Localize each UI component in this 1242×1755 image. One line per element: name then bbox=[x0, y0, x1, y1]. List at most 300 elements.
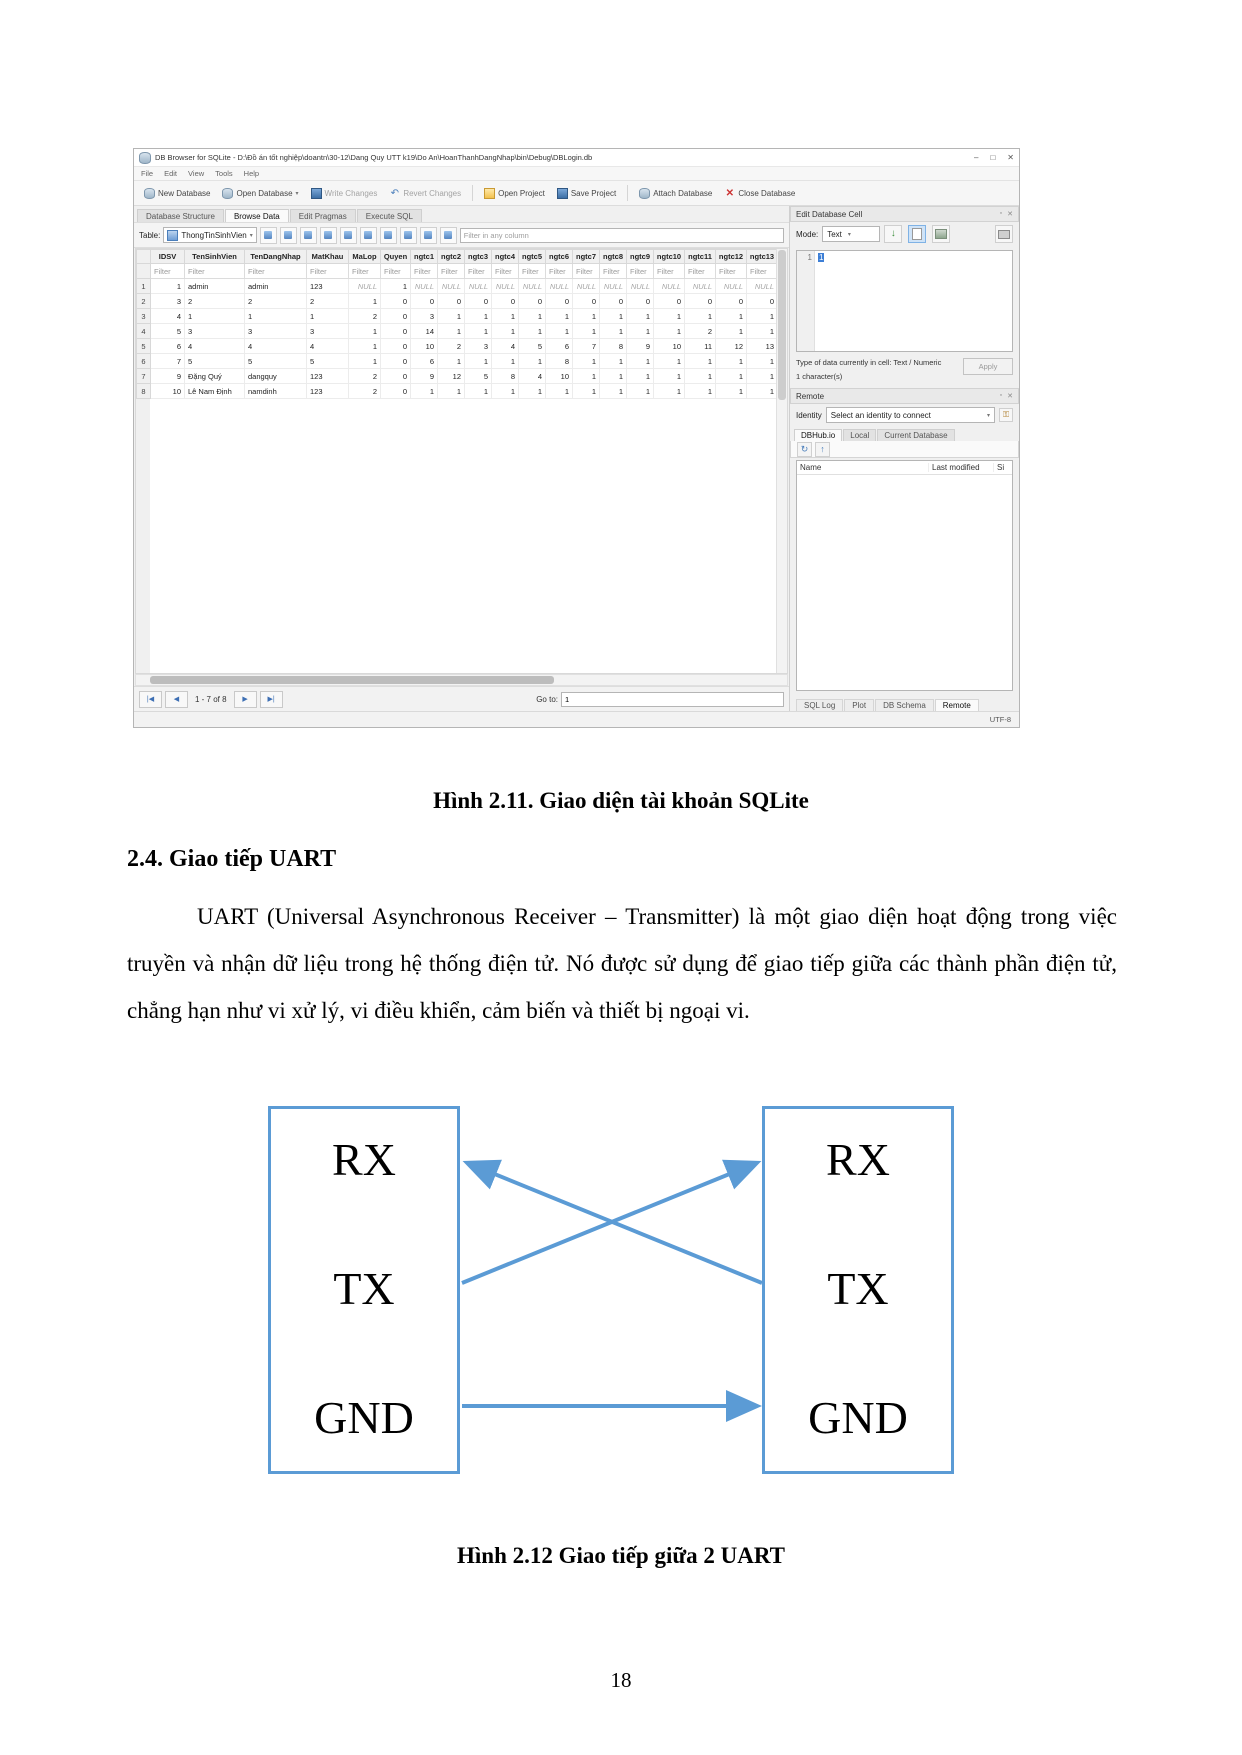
column-header-tensinhvien[interactable]: TenSinhVien bbox=[185, 250, 245, 264]
filter-input-ngtc12[interactable]: Filter bbox=[716, 264, 747, 279]
cell-ngtc7[interactable]: NULL bbox=[573, 279, 600, 294]
new-database-label: New Database bbox=[158, 188, 211, 198]
dock-close-icon[interactable]: ✕ bbox=[1007, 211, 1013, 218]
cell-quyen[interactable]: 0 bbox=[381, 294, 411, 309]
goto-label: Go to: bbox=[536, 694, 558, 704]
table-row bbox=[137, 354, 789, 369]
cell-ngtc3[interactable]: 1 bbox=[465, 384, 492, 399]
row-number[interactable]: 4 bbox=[137, 324, 151, 339]
export-icon-glyph bbox=[424, 231, 432, 239]
menu-view[interactable]: View bbox=[188, 169, 205, 178]
save-project-button[interactable] bbox=[552, 186, 621, 201]
cell-mode-row bbox=[790, 222, 1019, 246]
column-header-ngtc10[interactable]: ngtc10 bbox=[654, 250, 685, 264]
cell-matkhau[interactable]: 123 bbox=[307, 384, 349, 399]
import-icon-glyph bbox=[404, 231, 412, 239]
cell-tensinhvien[interactable]: 2 bbox=[185, 294, 245, 309]
remote-column-name[interactable]: Name bbox=[797, 463, 929, 472]
cell-matkhau[interactable]: 3 bbox=[307, 324, 349, 339]
tab-browse-data[interactable]: Browse Data bbox=[225, 209, 289, 222]
certificate-icon[interactable]: ⚿ bbox=[999, 408, 1013, 422]
cell-ngtc7[interactable]: 1 bbox=[573, 309, 600, 324]
filter-row-gutter bbox=[137, 264, 151, 279]
cell-ngtc3[interactable]: 1 bbox=[465, 354, 492, 369]
filter-input-ngtc11[interactable]: Filter bbox=[685, 264, 716, 279]
cell-idsv[interactable]: 4 bbox=[151, 309, 185, 324]
dock-float-icon[interactable]: ▫ bbox=[999, 210, 1003, 217]
cell-ngtc13[interactable]: NULL bbox=[747, 279, 778, 294]
cell-idsv[interactable]: 7 bbox=[151, 354, 185, 369]
cell-ngtc13[interactable]: 1 bbox=[747, 309, 778, 324]
cell-tendangnhap[interactable]: 4 bbox=[245, 339, 307, 354]
text-mode-icon[interactable] bbox=[908, 225, 926, 243]
cell-ngtc6[interactable]: 8 bbox=[546, 354, 573, 369]
cell-quyen[interactable]: 1 bbox=[381, 279, 411, 294]
cell-ngtc1[interactable]: 0 bbox=[411, 294, 438, 309]
cell-ngtc5[interactable]: NULL bbox=[519, 279, 546, 294]
cell-tendangnhap[interactable]: 5 bbox=[245, 354, 307, 369]
cell-tensinhvien[interactable]: 5 bbox=[185, 354, 245, 369]
cell-ngtc6[interactable]: NULL bbox=[546, 279, 573, 294]
cell-ngtc3[interactable]: 5 bbox=[465, 369, 492, 384]
import-icon[interactable] bbox=[400, 227, 417, 244]
cell-ngtc10[interactable]: 1 bbox=[654, 369, 685, 384]
column-header-malop[interactable]: MaLop bbox=[349, 250, 381, 264]
cell-info bbox=[790, 354, 1019, 388]
filter-input-ngtc1[interactable]: Filter bbox=[411, 264, 438, 279]
cell-ngtc11[interactable]: 1 bbox=[685, 309, 716, 324]
cell-ngtc4[interactable]: 8 bbox=[492, 369, 519, 384]
row-number[interactable]: 2 bbox=[137, 294, 151, 309]
cell-ngtc3[interactable]: 3 bbox=[465, 339, 492, 354]
cell-ngtc4[interactable]: 0 bbox=[492, 294, 519, 309]
cell-ngtc5[interactable]: 1 bbox=[519, 354, 546, 369]
write-changes-button[interactable] bbox=[306, 186, 383, 201]
cell-ngtc1[interactable]: 1 bbox=[411, 384, 438, 399]
remote-tab-current-database[interactable]: Current Database bbox=[877, 429, 954, 441]
filter-input-ngtc2[interactable]: Filter bbox=[438, 264, 465, 279]
cell-ngtc5[interactable]: 1 bbox=[519, 309, 546, 324]
mode-label: Mode: bbox=[796, 229, 819, 239]
cell-ngtc10[interactable]: 1 bbox=[654, 309, 685, 324]
cell-ngtc5[interactable]: 1 bbox=[519, 324, 546, 339]
table-select[interactable] bbox=[163, 227, 256, 243]
first-record-button[interactable]: |◀ bbox=[139, 691, 162, 708]
cell-ngtc6[interactable]: 6 bbox=[546, 339, 573, 354]
cell-ngtc12[interactable]: 1 bbox=[716, 369, 747, 384]
previous-record-button[interactable]: ◀ bbox=[165, 691, 188, 708]
cell-ngtc10[interactable]: 0 bbox=[654, 294, 685, 309]
cell-matkhau[interactable]: 4 bbox=[307, 339, 349, 354]
tab-edit-pragmas[interactable]: Edit Pragmas bbox=[290, 209, 356, 222]
filter-input-tensinhvien[interactable]: Filter bbox=[185, 264, 245, 279]
cell-ngtc1[interactable]: 6 bbox=[411, 354, 438, 369]
new-database-button[interactable] bbox=[139, 186, 215, 201]
left-tx-to-right-rx-arrow bbox=[462, 1164, 754, 1283]
window-titlebar bbox=[134, 149, 1019, 167]
cell-ngtc10[interactable]: 1 bbox=[654, 354, 685, 369]
save-filter-icon[interactable] bbox=[300, 227, 317, 244]
cell-ngtc6[interactable]: 1 bbox=[546, 309, 573, 324]
cell-ngtc7[interactable]: 1 bbox=[573, 369, 600, 384]
menu-file[interactable]: File bbox=[141, 169, 154, 178]
cell-ngtc7[interactable]: 1 bbox=[573, 324, 600, 339]
remote-column-si[interactable]: Si bbox=[997, 463, 1005, 472]
apply-button[interactable]: Apply bbox=[963, 358, 1013, 375]
close-database-icon: ✕ bbox=[725, 187, 735, 199]
row-number-header bbox=[137, 250, 151, 264]
cell-ngtc4[interactable]: 4 bbox=[492, 339, 519, 354]
goto-record-input[interactable] bbox=[561, 692, 784, 707]
mode-select[interactable] bbox=[822, 226, 880, 242]
cell-malop[interactable]: 1 bbox=[349, 294, 381, 309]
print-icon[interactable] bbox=[340, 227, 357, 244]
column-header-tendangnhap[interactable]: TenDangNhap bbox=[245, 250, 307, 264]
cell-matkhau[interactable]: 1 bbox=[307, 309, 349, 324]
cell-ngtc4[interactable]: 1 bbox=[492, 384, 519, 399]
write-changes-label: Write Changes bbox=[324, 188, 378, 198]
refresh-icon[interactable] bbox=[260, 227, 277, 244]
filter-input-ngtc13[interactable]: Filter bbox=[747, 264, 778, 279]
cell-ngtc4[interactable]: 1 bbox=[492, 309, 519, 324]
cell-ngtc12[interactable]: 1 bbox=[716, 324, 747, 339]
cell-matkhau[interactable]: 5 bbox=[307, 354, 349, 369]
cell-ngtc9[interactable]: 1 bbox=[627, 384, 654, 399]
save-project-icon bbox=[557, 188, 568, 199]
save-filter-icon-glyph bbox=[304, 231, 312, 239]
bottom-tab-remote[interactable]: Remote bbox=[935, 699, 979, 711]
cell-ngtc11[interactable]: 0 bbox=[685, 294, 716, 309]
bottom-tab-db-schema[interactable]: DB Schema bbox=[875, 699, 934, 711]
new-database-icon bbox=[144, 188, 155, 199]
filter-input-ngtc4[interactable]: Filter bbox=[492, 264, 519, 279]
cell-ngtc2[interactable]: 12 bbox=[438, 369, 465, 384]
global-filter-input[interactable] bbox=[460, 228, 784, 243]
cell-ngtc9[interactable]: NULL bbox=[627, 279, 654, 294]
table-row bbox=[137, 294, 789, 309]
table-toolbar-icons bbox=[260, 227, 457, 244]
last-record-button[interactable]: ▶| bbox=[260, 691, 283, 708]
revert-changes-label: Revert Changes bbox=[403, 188, 462, 198]
cell-malop[interactable]: 1 bbox=[349, 354, 381, 369]
image-mode-icon[interactable] bbox=[932, 225, 950, 243]
cell-ngtc6[interactable]: 1 bbox=[546, 324, 573, 339]
filter-input-quyen[interactable]: Filter bbox=[381, 264, 411, 279]
cell-ngtc5[interactable]: 1 bbox=[519, 384, 546, 399]
tab-database-structure[interactable]: Database Structure bbox=[137, 209, 224, 222]
cell-ngtc7[interactable]: 1 bbox=[573, 354, 600, 369]
cell-ngtc1[interactable]: 14 bbox=[411, 324, 438, 339]
upload-icon[interactable]: ↑ bbox=[815, 442, 830, 457]
cell-quyen[interactable]: 0 bbox=[381, 339, 411, 354]
cell-ngtc3[interactable]: 0 bbox=[465, 294, 492, 309]
close-database-label: Close Database bbox=[738, 188, 796, 198]
table-label: Table: bbox=[139, 230, 161, 240]
cell-malop[interactable]: 1 bbox=[349, 339, 381, 354]
cell-ngtc12[interactable]: 1 bbox=[716, 309, 747, 324]
menu-edit[interactable]: Edit bbox=[164, 169, 178, 178]
write-changes-icon bbox=[311, 188, 322, 199]
column-header-ngtc7[interactable]: ngtc7 bbox=[573, 250, 600, 264]
cell-tensinhvien[interactable]: 1 bbox=[185, 309, 245, 324]
import-data-icon[interactable] bbox=[884, 225, 902, 243]
cell-ngtc6[interactable]: 0 bbox=[546, 294, 573, 309]
row-number[interactable]: 3 bbox=[137, 309, 151, 324]
cell-idsv[interactable]: 1 bbox=[151, 279, 185, 294]
cell-ngtc8[interactable]: 1 bbox=[600, 354, 627, 369]
cell-idsv[interactable]: 9 bbox=[151, 369, 185, 384]
bottom-tab-sql-log[interactable]: SQL Log bbox=[796, 699, 843, 711]
column-header-ngtc6[interactable]: ngtc6 bbox=[546, 250, 573, 264]
cell-ngtc4[interactable]: NULL bbox=[492, 279, 519, 294]
export-icon[interactable] bbox=[420, 227, 437, 244]
cell-ngtc3[interactable]: NULL bbox=[465, 279, 492, 294]
column-header-ngtc1[interactable]: ngtc1 bbox=[411, 250, 438, 264]
minimize-button[interactable]: – bbox=[974, 153, 979, 162]
cell-ngtc6[interactable]: 10 bbox=[546, 369, 573, 384]
close-database-button[interactable] bbox=[719, 186, 800, 201]
cell-ngtc13[interactable]: 1 bbox=[747, 384, 778, 399]
column-header-ngtc2[interactable]: ngtc2 bbox=[438, 250, 465, 264]
identity-select-value: Select an identity to connect bbox=[830, 410, 931, 420]
cell-ngtc8[interactable]: NULL bbox=[600, 279, 627, 294]
cell-ngtc1[interactable]: 9 bbox=[411, 369, 438, 384]
table-toolbar bbox=[134, 222, 789, 248]
cell-ngtc13[interactable]: 1 bbox=[747, 324, 778, 339]
cell-ngtc7[interactable]: 7 bbox=[573, 339, 600, 354]
cell-ngtc2[interactable]: 1 bbox=[438, 354, 465, 369]
menu-help[interactable]: Help bbox=[243, 169, 260, 178]
cell-matkhau[interactable]: 123 bbox=[307, 369, 349, 384]
cell-ngtc13[interactable]: 0 bbox=[747, 294, 778, 309]
row-number[interactable]: 1 bbox=[137, 279, 151, 294]
cell-ngtc5[interactable]: 4 bbox=[519, 369, 546, 384]
cell-ngtc10[interactable]: 1 bbox=[654, 384, 685, 399]
cell-ngtc4[interactable]: 1 bbox=[492, 354, 519, 369]
cell-ngtc12[interactable]: 1 bbox=[716, 384, 747, 399]
column-header-matkhau[interactable]: MatKhau bbox=[307, 250, 349, 264]
cell-idsv[interactable]: 3 bbox=[151, 294, 185, 309]
cell-ngtc3[interactable]: 1 bbox=[465, 309, 492, 324]
cell-tensinhvien[interactable]: Đặng Quý bbox=[185, 369, 245, 384]
revert-changes-button[interactable] bbox=[384, 186, 466, 201]
cell-ngtc11[interactable]: 1 bbox=[685, 384, 716, 399]
cell-ngtc5[interactable]: 0 bbox=[519, 294, 546, 309]
new-record-icon[interactable] bbox=[320, 227, 337, 244]
cell-idsv[interactable]: 10 bbox=[151, 384, 185, 399]
cell-ngtc11[interactable]: 1 bbox=[685, 369, 716, 384]
cell-ngtc8[interactable]: 1 bbox=[600, 309, 627, 324]
cell-tendangnhap[interactable]: 1 bbox=[245, 309, 307, 324]
remote-tab-dbhub-io[interactable]: DBHub.io bbox=[794, 429, 842, 441]
cell-ngtc7[interactable]: 1 bbox=[573, 384, 600, 399]
cell-ngtc8[interactable]: 8 bbox=[600, 339, 627, 354]
cell-ngtc8[interactable]: 1 bbox=[600, 384, 627, 399]
vertical-scrollbar[interactable] bbox=[776, 249, 787, 673]
cell-matkhau[interactable]: 123 bbox=[307, 279, 349, 294]
filter-input-idsv[interactable]: Filter bbox=[151, 264, 185, 279]
cell-ngtc12[interactable]: NULL bbox=[716, 279, 747, 294]
cell-tendangnhap[interactable]: namdinh bbox=[245, 384, 307, 399]
browse-data-pane bbox=[134, 206, 790, 711]
filter-input-ngtc3[interactable]: Filter bbox=[465, 264, 492, 279]
filter-input-ngtc5[interactable]: Filter bbox=[519, 264, 546, 279]
cell-quyen[interactable]: 0 bbox=[381, 324, 411, 339]
cell-ngtc10[interactable]: NULL bbox=[654, 279, 685, 294]
cell-tendangnhap[interactable]: admin bbox=[245, 279, 307, 294]
row-number[interactable]: 8 bbox=[137, 384, 151, 399]
print-icon-glyph bbox=[344, 231, 352, 239]
row-number[interactable]: 7 bbox=[137, 369, 151, 384]
column-header-quyen[interactable]: Quyen bbox=[381, 250, 411, 264]
clear-filters-icon[interactable] bbox=[280, 227, 297, 244]
next-record-button[interactable]: ▶ bbox=[234, 691, 257, 708]
column-header-ngtc13[interactable]: ngtc13 bbox=[747, 250, 778, 264]
cell-tendangnhap[interactable]: 3 bbox=[245, 324, 307, 339]
delete-record-icon[interactable] bbox=[380, 227, 397, 244]
insert-values-icon[interactable] bbox=[360, 227, 377, 244]
right-tx-to-left-rx-arrow bbox=[470, 1164, 762, 1283]
cell-tensinhvien[interactable]: 3 bbox=[185, 324, 245, 339]
column-header-ngtc5[interactable]: ngtc5 bbox=[519, 250, 546, 264]
cell-malop[interactable]: 1 bbox=[349, 324, 381, 339]
cell-ngtc13[interactable]: 1 bbox=[747, 369, 778, 384]
cell-idsv[interactable]: 5 bbox=[151, 324, 185, 339]
cell-ngtc10[interactable]: 1 bbox=[654, 324, 685, 339]
encoding-indicator[interactable]: UTF-8 bbox=[989, 715, 1011, 724]
cell-ngtc1[interactable]: NULL bbox=[411, 279, 438, 294]
cell-ngtc8[interactable]: 0 bbox=[600, 294, 627, 309]
cell-ngtc3[interactable]: 1 bbox=[465, 324, 492, 339]
identity-select[interactable] bbox=[826, 407, 995, 423]
cell-tensinhvien[interactable]: Lê Nam Định bbox=[185, 384, 245, 399]
cell-quyen[interactable]: 0 bbox=[381, 384, 411, 399]
remote-tab-local[interactable]: Local bbox=[843, 429, 876, 441]
cell-ngtc9[interactable]: 1 bbox=[627, 369, 654, 384]
left-rx-label: RX bbox=[332, 1134, 396, 1185]
horizontal-scrollbar[interactable] bbox=[135, 674, 788, 686]
open-project-button[interactable] bbox=[479, 186, 550, 201]
cell-ngtc11[interactable]: 11 bbox=[685, 339, 716, 354]
cell-ngtc2[interactable]: NULL bbox=[438, 279, 465, 294]
cell-malop[interactable]: 2 bbox=[349, 309, 381, 324]
dock-float-icon[interactable]: ▫ bbox=[999, 392, 1003, 399]
right-gnd-label: GND bbox=[808, 1392, 908, 1443]
cell-ngtc12[interactable]: 1 bbox=[716, 354, 747, 369]
cell-ngtc9[interactable]: 0 bbox=[627, 294, 654, 309]
filter-input-ngtc8[interactable]: Filter bbox=[600, 264, 627, 279]
open-database-button[interactable] bbox=[217, 186, 303, 201]
filter-input-matkhau[interactable]: Filter bbox=[307, 264, 349, 279]
filter-input-ngtc10[interactable]: Filter bbox=[654, 264, 685, 279]
column-header-ngtc8[interactable]: ngtc8 bbox=[600, 250, 627, 264]
cell-ngtc13[interactable]: 13 bbox=[747, 339, 778, 354]
refresh-icon-glyph bbox=[264, 231, 272, 239]
cell-tendangnhap[interactable]: dangquy bbox=[245, 369, 307, 384]
column-header-ngtc3[interactable]: ngtc3 bbox=[465, 250, 492, 264]
chevron-down-icon: ▾ bbox=[847, 231, 851, 238]
cell-ngtc10[interactable]: 10 bbox=[654, 339, 685, 354]
cell-ngtc1[interactable]: 10 bbox=[411, 339, 438, 354]
maximize-button[interactable]: □ bbox=[990, 153, 996, 162]
cell-ngtc11[interactable]: NULL bbox=[685, 279, 716, 294]
print-cell-icon[interactable] bbox=[995, 225, 1013, 243]
cell-malop[interactable]: 2 bbox=[349, 369, 381, 384]
save-project-label: Save Project bbox=[570, 188, 617, 198]
cell-ngtc2[interactable]: 0 bbox=[438, 294, 465, 309]
column-header-idsv[interactable]: IDSV bbox=[151, 250, 185, 264]
cell-ngtc5[interactable]: 5 bbox=[519, 339, 546, 354]
dock-close-icon[interactable]: ✕ bbox=[1007, 393, 1013, 400]
cell-ngtc12[interactable]: 0 bbox=[716, 294, 747, 309]
menu-tools[interactable]: Tools bbox=[215, 169, 233, 178]
cell-ngtc13[interactable]: 1 bbox=[747, 354, 778, 369]
cell-ngtc7[interactable]: 0 bbox=[573, 294, 600, 309]
cell-ngtc8[interactable]: 1 bbox=[600, 369, 627, 384]
close-button[interactable]: ✕ bbox=[1007, 153, 1014, 162]
cell-malop[interactable]: 2 bbox=[349, 384, 381, 399]
column-header-ngtc4[interactable]: ngtc4 bbox=[492, 250, 519, 264]
cell-quyen[interactable]: 0 bbox=[381, 309, 411, 324]
column-header-ngtc11[interactable]: ngtc11 bbox=[685, 250, 716, 264]
cell-malop[interactable]: NULL bbox=[349, 279, 381, 294]
column-header-ngtc12[interactable]: ngtc12 bbox=[716, 250, 747, 264]
filter-input-ngtc7[interactable]: Filter bbox=[573, 264, 600, 279]
cell-ngtc11[interactable]: 1 bbox=[685, 354, 716, 369]
filter-input-malop[interactable]: Filter bbox=[349, 264, 381, 279]
cell-tensinhvien[interactable]: admin bbox=[185, 279, 245, 294]
remote-database-list bbox=[796, 460, 1013, 691]
cell-ngtc2[interactable]: 1 bbox=[438, 324, 465, 339]
cell-tendangnhap[interactable]: 2 bbox=[245, 294, 307, 309]
cell-ngtc9[interactable]: 1 bbox=[627, 324, 654, 339]
cell-ngtc9[interactable]: 9 bbox=[627, 339, 654, 354]
filter-input-tendangnhap[interactable]: Filter bbox=[245, 264, 307, 279]
uart-device-left bbox=[268, 1106, 460, 1474]
cell-matkhau[interactable]: 2 bbox=[307, 294, 349, 309]
cell-ngtc2[interactable]: 1 bbox=[438, 384, 465, 399]
cell-editor[interactable] bbox=[796, 250, 1013, 352]
cell-ngtc2[interactable]: 2 bbox=[438, 339, 465, 354]
row-number[interactable]: 5 bbox=[137, 339, 151, 354]
cell-ngtc4[interactable]: 1 bbox=[492, 324, 519, 339]
cell-ngtc9[interactable]: 1 bbox=[627, 309, 654, 324]
filter-input-ngtc6[interactable]: Filter bbox=[546, 264, 573, 279]
cell-idsv[interactable]: 6 bbox=[151, 339, 185, 354]
row-number[interactable]: 6 bbox=[137, 354, 151, 369]
attach-database-button[interactable] bbox=[634, 186, 717, 201]
cell-quyen[interactable]: 0 bbox=[381, 369, 411, 384]
cell-ngtc8[interactable]: 1 bbox=[600, 324, 627, 339]
cell-ngtc11[interactable]: 2 bbox=[685, 324, 716, 339]
cell-ngtc1[interactable]: 3 bbox=[411, 309, 438, 324]
refresh-remote-icon[interactable]: ↻ bbox=[797, 442, 812, 457]
tab-execute-sql[interactable]: Execute SQL bbox=[357, 209, 422, 222]
filter-input-ngtc9[interactable]: Filter bbox=[627, 264, 654, 279]
cell-ngtc2[interactable]: 1 bbox=[438, 309, 465, 324]
open-database-dropdown-icon[interactable]: ▾ bbox=[295, 190, 299, 197]
remote-toolbar bbox=[790, 441, 1019, 458]
cell-ngtc6[interactable]: 1 bbox=[546, 384, 573, 399]
cell-tensinhvien[interactable]: 4 bbox=[185, 339, 245, 354]
cell-quyen[interactable]: 0 bbox=[381, 354, 411, 369]
remote-column-last-modified[interactable]: Last modified bbox=[929, 463, 994, 472]
cell-ngtc9[interactable]: 1 bbox=[627, 354, 654, 369]
cell-ngtc12[interactable]: 12 bbox=[716, 339, 747, 354]
filter-icon[interactable] bbox=[440, 227, 457, 244]
bottom-tab-plot[interactable]: Plot bbox=[844, 699, 874, 711]
column-header-ngtc9[interactable]: ngtc9 bbox=[627, 250, 654, 264]
